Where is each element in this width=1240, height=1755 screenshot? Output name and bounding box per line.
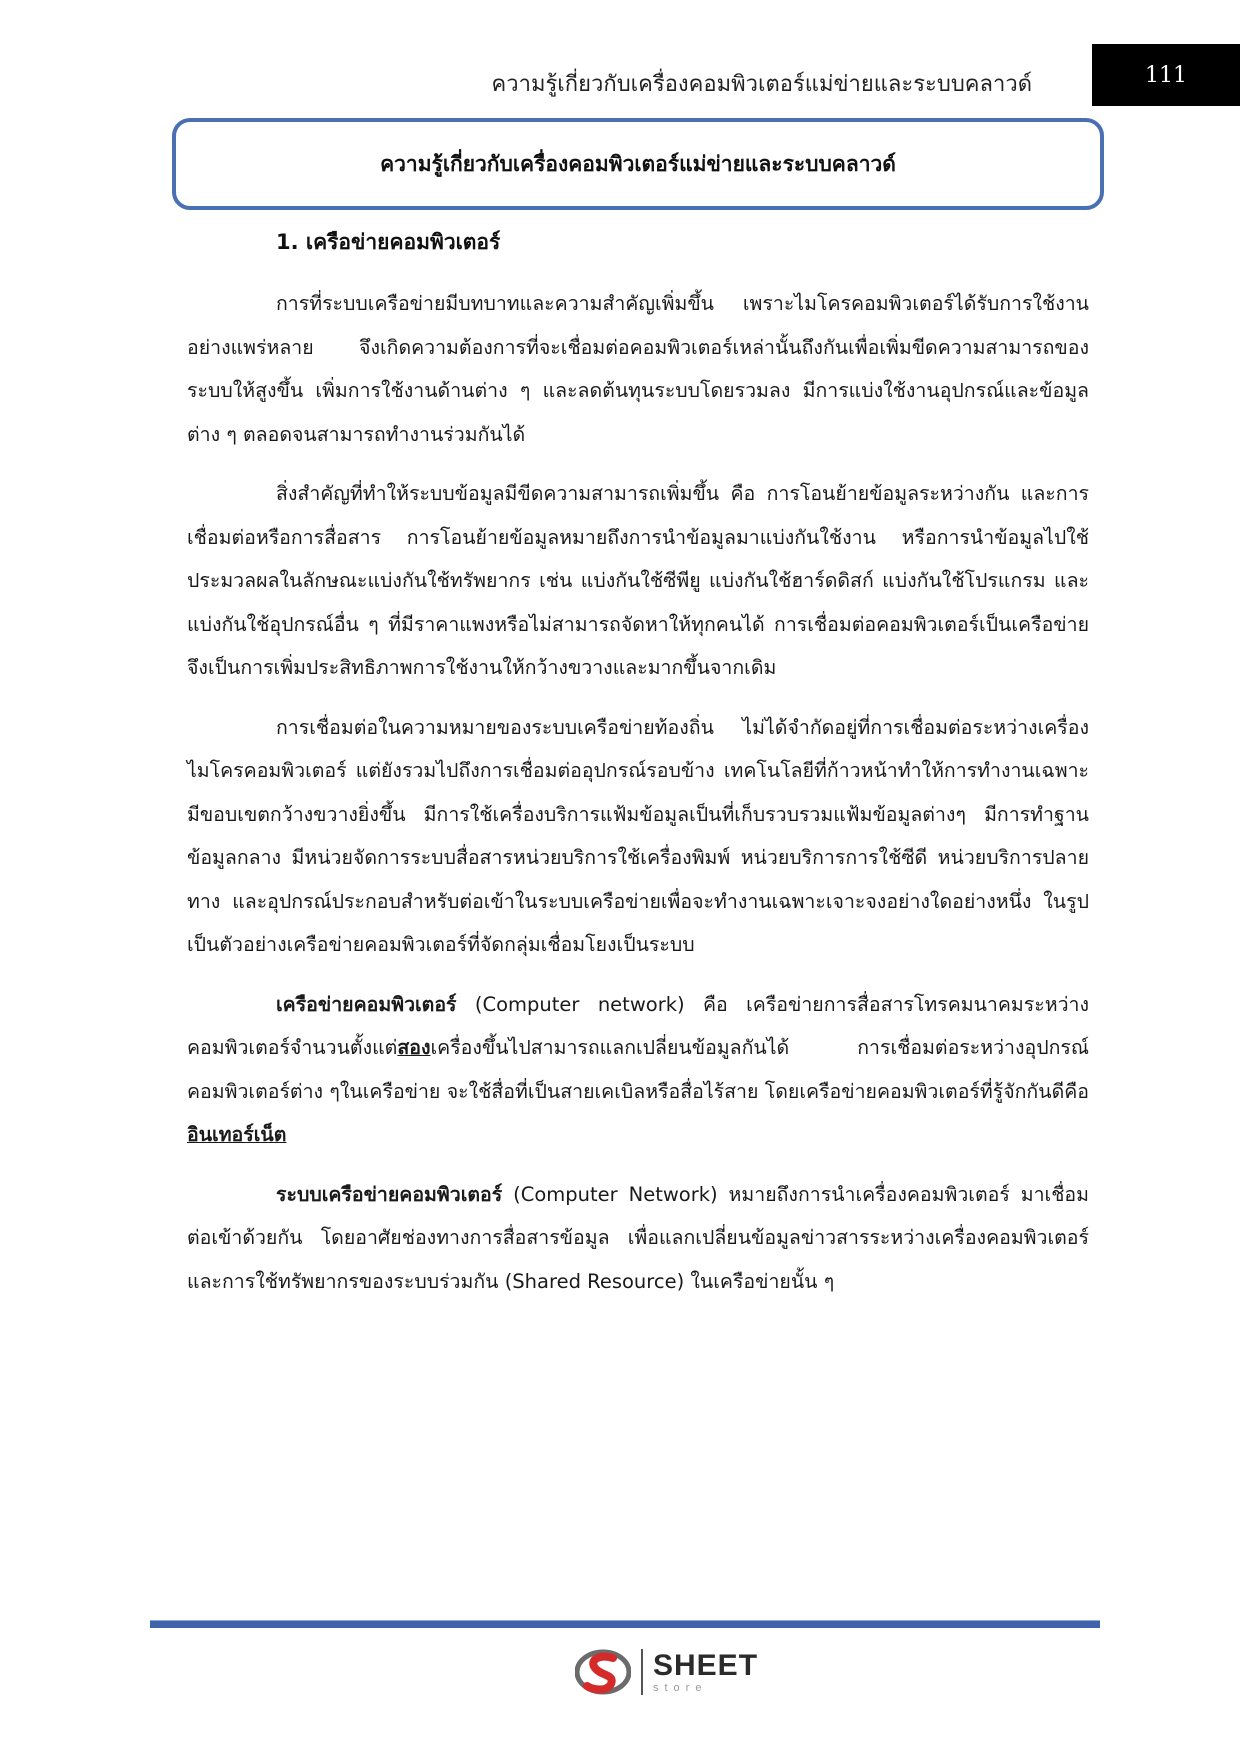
paragraph-5-text: (Computer Network) หมายถึงการนำเครื่องคอมพิวเตอร์ มาเชื่อมต่อเข้าด้วยกัน โดยอาศัยช่องทางการสื่อสารข้อมูล เพื่อแลกเปลี่ยนข้อมูลข่าวสารระหว่างเครื่องคอมพิวเตอร์ และการใช้ทรัพยากรของระบบร่วมกัน (Shared Resource) ในเครือข่ายนั้น ๆ bbox=[187, 1182, 1089, 1293]
paragraph-5 bbox=[187, 1173, 1089, 1304]
logo-text bbox=[653, 1648, 759, 1694]
page-number-box bbox=[1092, 44, 1240, 106]
link-internet[interactable]: อินเทอร์เน็ต bbox=[187, 1123, 287, 1146]
paragraph-4-text-b: เครื่องขึ้นไปสามารถแลกเปลี่ยนข้อมูลกันได้ การเชื่อมต่อระหว่างอุปกรณ์คอมพิวเตอร์ต่าง ๆในเครือข่าย จะใช้สื่อที่เป็นสายเคเบิลหรือสื่อไร้สาย โดยเครือข่ายคอมพิวเตอร์ที่รู้จักกันดีคือ bbox=[187, 1036, 1089, 1103]
paragraph-4 bbox=[187, 983, 1089, 1157]
logo-s-mark-icon bbox=[575, 1646, 631, 1698]
logo-divider bbox=[641, 1649, 643, 1695]
logo-main-text: SHEET bbox=[653, 1648, 759, 1682]
body-text bbox=[187, 282, 1089, 1319]
page-number: 111 bbox=[1145, 62, 1187, 88]
term-network-system: ระบบเครือข่ายคอมพิวเตอร์ bbox=[276, 1182, 503, 1206]
term-computer-network: เครือข่ายคอมพิวเตอร์ bbox=[276, 992, 457, 1016]
chapter-title-box bbox=[172, 118, 1104, 210]
paragraph-3: การเชื่อมต่อในความหมายของระบบเครือข่ายท้องถิ่น ไม่ได้จำกัดอยู่ที่การเชื่อมต่อระหว่างเครื่องไมโครคอมพิวเตอร์ แต่ยังรวมไปถึงการเชื่อมต่ออุปกรณ์รอบข้าง เทคโนโลยีที่ก้าวหน้าทำให้การทำงานเฉพาะมีขอบเขตกว้างขวางยิ่งขึ้น มีการใช้เครื่องบริการแฟ้มข้อมูลเป็นที่เก็บรวบรวมแฟ้มข้อมูลต่างๆ มีการทำฐานข้อมูลกลาง มีหน่วยจัดการระบบสื่อสารหน่วยบริการใช้เครื่องพิมพ์ หน่วยบริการการใช้ซีดี หน่วยบริการปลายทาง และอุปกรณ์ประกอบสำหรับต่อเข้าในระบบเครือข่ายเพื่อจะทำงานเฉพาะเจาะจงอย่างใดอย่างหนึ่ง ในรูป เป็นตัวอย่างเครือข่ายคอมพิวเตอร์ที่จัดกลุ่มเชื่อมโยงเป็นระบบ bbox=[187, 715, 1089, 956]
paragraph-1: การที่ระบบเครือข่ายมีบทบาทและความสำคัญเพิ่มขึ้น เพราะไมโครคอมพิวเตอร์ได้รับการใช้งานอย่างแพร่หลาย จึงเกิดความต้องการที่จะเชื่อมต่อคอมพิวเตอร์เหล่านั้นถึงกันเพื่อเพิ่มขีดความสามารถของระบบให้สูงขึ้น เพิ่มการใช้งานด้านต่าง ๆ และลดต้นทุนระบบโดยรวมลง มีการแบ่งใช้งานอุปกรณ์และข้อมูลต่าง ๆ ตลอดจนสามารถทำงานร่วมกันได้ bbox=[187, 292, 1089, 446]
link-two[interactable]: สอง bbox=[397, 1036, 431, 1059]
footer-rule bbox=[150, 1620, 1100, 1628]
running-header-title: ความรู้เกี่ยวกับเครื่องคอมพิวเตอร์แม่ข่ายและระบบคลาวด์ bbox=[491, 72, 1032, 97]
paragraph-2: สิ่งสำคัญที่ทำให้ระบบข้อมูลมีขีดความสามารถเพิ่มขึ้น คือ การโอนย้ายข้อมูลระหว่างกัน และการเชื่อมต่อหรือการสื่อสาร การโอนย้ายข้อมูลหมายถึงการนำข้อมูลมาแบ่งกันใช้งาน หรือการนำข้อมูลไปใช้ประมวลผลในลักษณะแบ่งกันใช้ทรัพยากร เช่น แบ่งกันใช้ซีพียู แบ่งกันใช้ฮาร์ดดิสก์ แบ่งกันใช้โปรแกรม และแบ่งกันใช้อุปกรณ์อื่น ๆ ที่มีราคาแพงหรือไม่สามารถจัดหาให้ทุกคนได้ การเชื่อมต่อคอมพิวเตอร์เป็นเครือข่ายจึงเป็นการเพิ่มประสิทธิภาพการใช้งานให้กว้างขวางและมากขึ้นจากเดิม bbox=[187, 482, 1089, 679]
sheet-store-logo bbox=[575, 1646, 758, 1698]
chapter-title: ความรู้เกี่ยวกับเครื่องคอมพิวเตอร์แม่ข่ายและระบบคลาวด์ bbox=[380, 151, 896, 176]
logo-sub-text: store bbox=[653, 1681, 708, 1694]
section-heading: 1. เครือข่ายคอมพิวเตอร์ bbox=[276, 230, 501, 254]
paragraph-4-text-a: (Computer network) คือ เครือข่ายการสื่อสารโทรคมนาคมระหว่างคอมพิวเตอร์จำนวนตั้งแต่ bbox=[187, 992, 1089, 1059]
